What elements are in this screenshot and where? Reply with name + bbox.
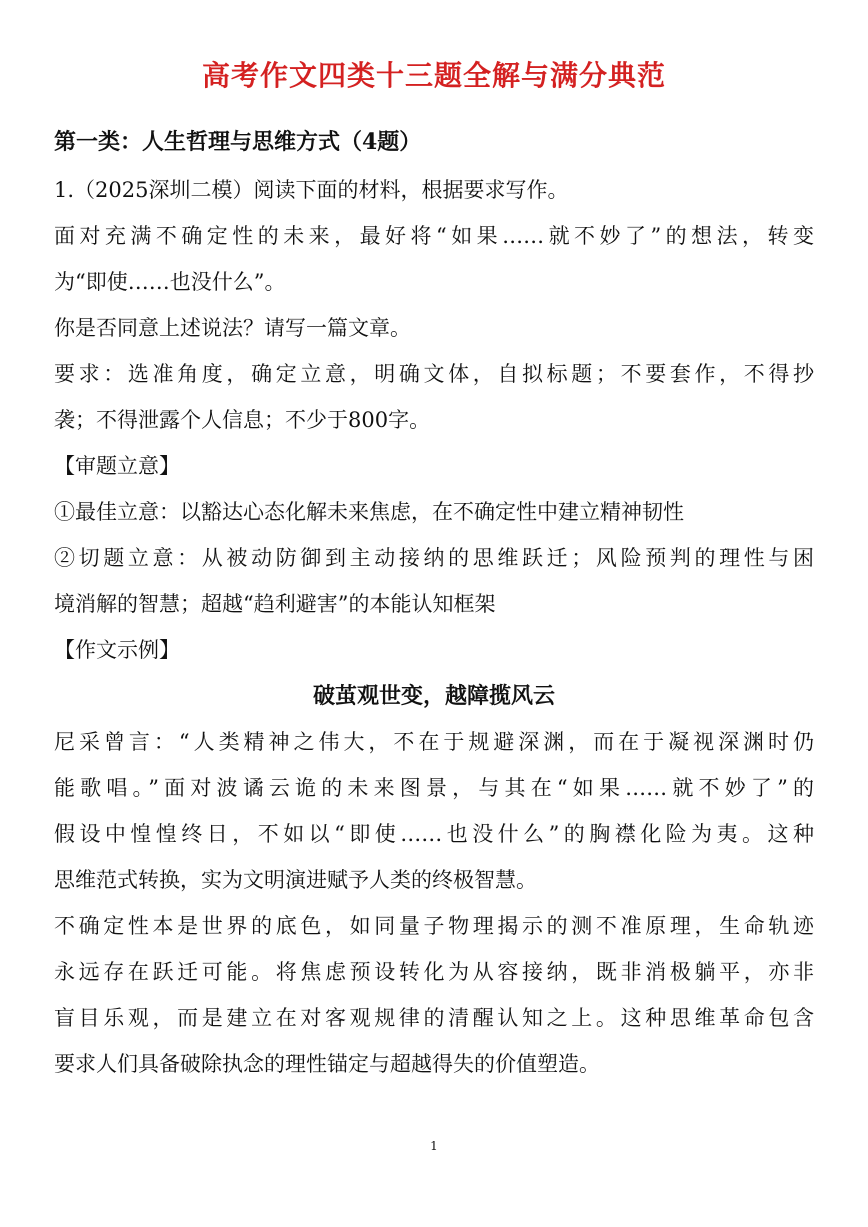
requirements-line: 袭；不得泄露个人信息；不少于800字。 [54,408,431,432]
relevant-thesis-line: 境消解的智慧；超越“趋利避害”的本能认知框架 [54,592,496,616]
essay-paragraph-line: 尼采曾言：“人类精神之伟大，不在于规避深渊，而在于凝视深渊时仍 [54,730,814,754]
essay-paragraph-line: 假设中惶惶终日，不如以“即使……也没什么”的胸襟化险为夷。这种 [54,822,814,846]
question-text: 你是否同意上述说法？请写一篇文章。 [54,316,411,340]
document-body [54,167,814,1087]
essay-title: 破茧观世变，越障揽风云 [312,683,555,709]
essay-paragraph-line: 要求人们具备破除执念的理性锚定与超越得失的价值塑造。 [54,1052,600,1076]
document-title: 高考作文四类十三题全解与满分典范 [201,59,666,92]
essay-paragraph-line: 盲目乐观，而是建立在对客观规律的清醒认知之上。这种思维革命包含 [54,1006,814,1030]
material-text-line: 面对充满不确定性的未来，最好将“如果……就不妙了”的想法，转变 [54,224,814,248]
essay-paragraph-line: 不确定性本是世界的底色，如同量子物理揭示的测不准原理，生命轨迹 [54,914,814,938]
subsection-label-example: 【作文示例】 [54,638,180,662]
material-text-line: 为“即使……也没什么”。 [54,270,286,294]
essay-paragraph-line: 能歌唱。”面对波谲云诡的未来图景，与其在“如果……就不妙了”的 [54,776,814,800]
requirements-line: 要求：选准角度，确定立意，明确文体，自拟标题；不要套作，不得抄 [54,362,814,386]
essay-paragraph-line: 思维范式转换，实为文明演进赋予人类的终极智慧。 [54,868,537,892]
section-heading: 第一类：人生哲理与思维方式（4题） [54,129,422,155]
relevant-thesis-line: ②切题立意：从被动防御到主动接纳的思维跃迁；风险预判的理性与困 [54,546,814,570]
best-thesis: ①最佳立意：以豁达心态化解未来焦虑，在不确定性中建立精神韧性 [54,500,684,524]
subsection-label-analysis: 【审题立意】 [54,454,180,478]
essay-paragraph-line: 永远存在跃迁可能。将焦虑预设转化为从容接纳，既非消极躺平，亦非 [54,960,814,984]
page-number: 1 [430,1139,438,1153]
question-prompt: 1.（2025深圳二模）阅读下面的材料，根据要求写作。 [54,178,569,202]
